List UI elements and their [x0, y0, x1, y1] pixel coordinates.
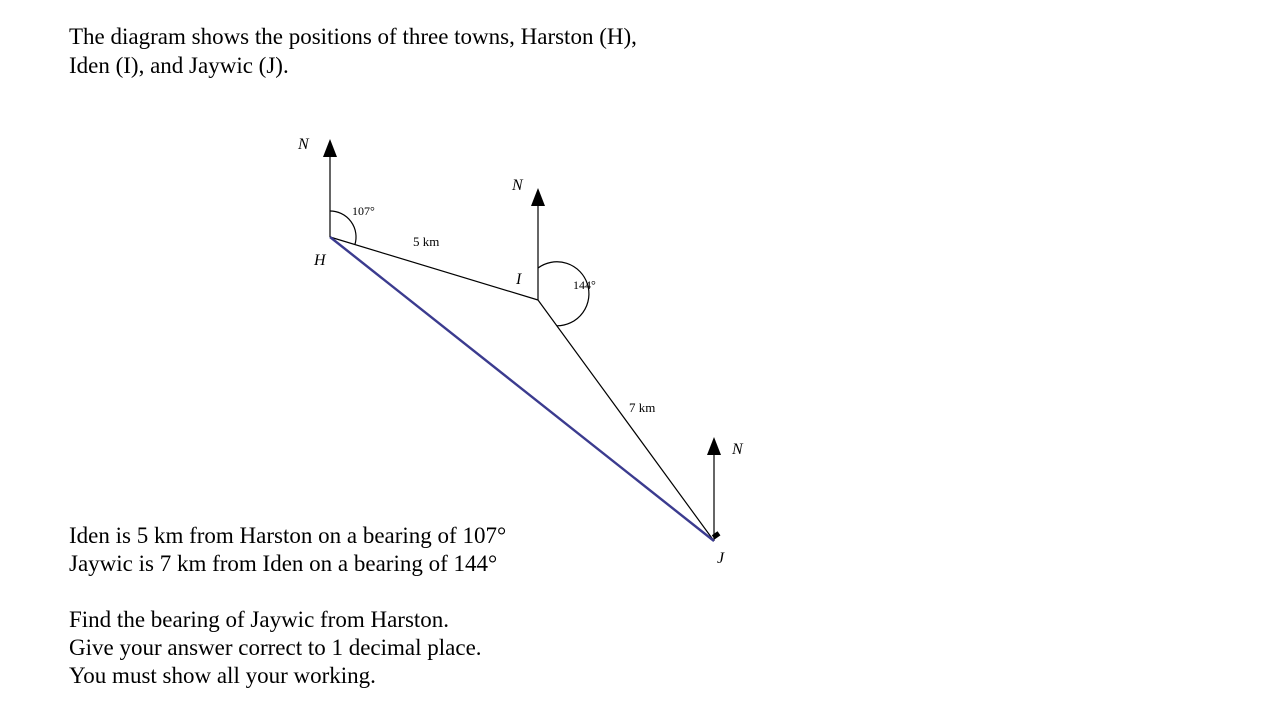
north-arrow-j-icon [707, 437, 721, 455]
point-label-h: H [314, 252, 326, 269]
question-facts [69, 522, 506, 578]
segment-i-j [538, 300, 714, 541]
intro-line: The diagram shows the positions of three towns, Harston (H), [69, 24, 637, 49]
angle-arc-i [538, 262, 589, 326]
task-line: Give your answer correct to 1 decimal place. [69, 635, 482, 660]
north-label-i: N [512, 177, 523, 194]
angle-label-h: 107° [352, 204, 375, 218]
task-line: Find the bearing of Jaywic from Harston. [69, 607, 450, 632]
j-marker [712, 531, 721, 539]
question-task [69, 606, 482, 690]
fact-line: Jaywic is 7 km from Iden on a bearing of 144° [69, 551, 498, 576]
north-arrow-i-icon [531, 188, 545, 206]
task-line: You must show all your working. [69, 663, 376, 688]
point-label-j: J [717, 550, 725, 567]
north-label-j: N [732, 441, 743, 458]
north-label-h: N [298, 136, 309, 153]
fact-line: Iden is 5 km from Harston on a bearing of 107° [69, 523, 507, 548]
distance-label-ij: 7 km [629, 400, 656, 415]
distance-label-hi: 5 km [413, 234, 440, 249]
intro-line: Iden (I), and Jaywic (J). [69, 53, 289, 78]
segment-h-j [330, 237, 714, 541]
north-arrow-h-icon [323, 139, 337, 157]
point-label-i: I [516, 271, 522, 288]
angle-label-i: 144° [573, 278, 596, 292]
